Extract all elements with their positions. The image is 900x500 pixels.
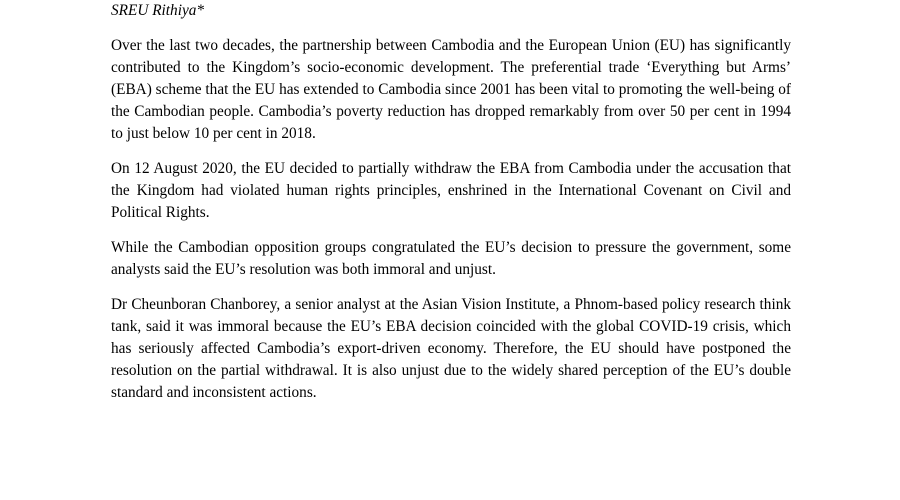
author-byline: SREU Rithiya* [111, 2, 205, 19]
paragraph-4: Dr Cheunboran Chanborey, a senior analyst at the Asian Vision Institute, a Phnom-based policy research think tank, said it was immoral because the EU’s EBA decision coincided with the global COVID-19 crisis, which has seriously affected Cambodia’s export-driven economy. Therefore, the EU should have postponed the resolution on the partial withdrawal. It is also unjust due to the widely shared perception of the EU’s double standard and inconsistent actions. [111, 296, 791, 401]
paragraph-3: While the Cambodian opposition groups congratulated the EU’s decision to pressure the government, some analysts said the EU’s resolution was both immoral and unjust. [111, 239, 791, 278]
paragraph-1: Over the last two decades, the partnership between Cambodia and the European Union (EU) has significantly contributed to the Kingdom’s socio-economic development. The preferential trade ‘Everything but Arms’ (EBA) scheme that the EU has extended to Cambodia since 2001 has been vital to promoting the well-being of the Cambodian people. Cambodia’s poverty reduction has dropped remarkably from over 50 per cent in 1994 to just below 10 per cent in 2018. [111, 37, 791, 142]
paragraph-2: On 12 August 2020, the EU decided to partially withdraw the EBA from Cambodia under the accusation that the Kingdom had violated human rights principles, enshrined in the International Covenant on Civil and Political Rights. [111, 160, 791, 221]
article-body [111, 0, 791, 404]
